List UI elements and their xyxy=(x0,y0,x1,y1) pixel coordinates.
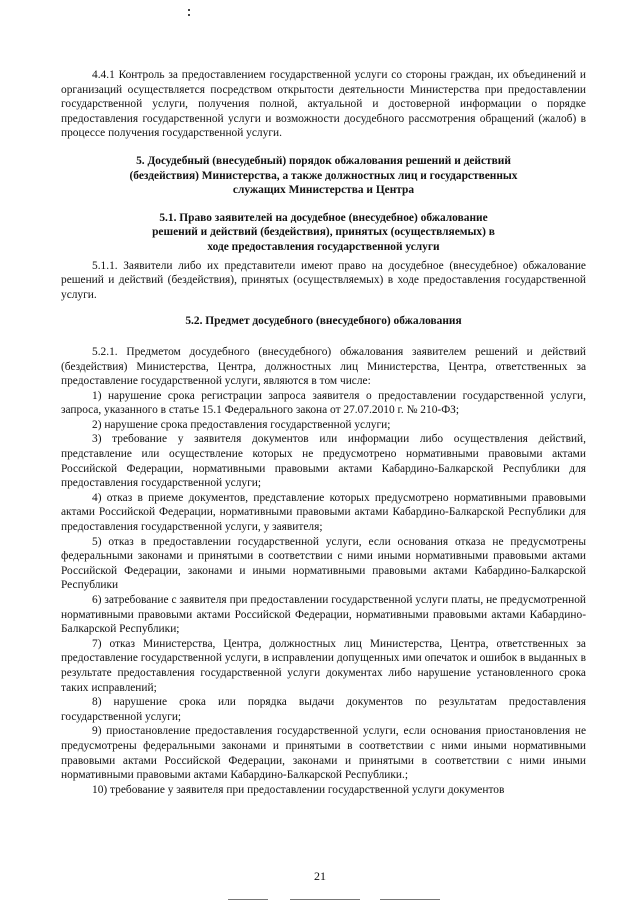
list-item: 3) требование у заявителя документов или информации либо осуществления действий, представление или осуществление которых не предусмотрено нормативными правовыми актами Российской Федерации, нормативными правовыми актами Кабардино-Балкарской Республики для предоставления государственной услуги; xyxy=(61,433,586,490)
scan-artifact-line xyxy=(380,899,440,900)
scan-dot xyxy=(188,14,190,16)
paragraph-5-2-1: 5.2.1. Предметом досудебного (внесудебного) обжалования заявителем решений и действий (бездействия) Министерства, Центра, должностных лиц Министерства, Центра, ответственных за предоставление государственной услуги, являются в том числе: xyxy=(61,345,586,388)
section-5-2-heading: 5.2. Предмет досудебного (внесудебного) обжалования xyxy=(185,315,462,328)
paragraph-4-4-1: 4.4.1 Контроль за предоставлением государственной услуги со стороны граждан, их объединений и организаций осуществляется посредством открытости деятельности Министерства при предоставлении государственной услуги, получения полной, актуальной и достоверной информации о порядке предоставления государственной услуги и возможности досудебного рассмотрения обращений (жалоб) в процессе получения государственной услуги. xyxy=(61,69,586,140)
list-item: 9) приостановление предоставления государственной услуги, если основания приостановления не предусмотрены федеральными законами и принятыми в соответствии с ними иными нормативными правовыми актами Российской Федерации, законами и принятыми в соответствии с ними иными нормативными правовыми актами Кабардино-Балкарской Республики.; xyxy=(61,725,586,782)
document-page xyxy=(61,68,586,797)
list-item: 2) нарушение срока предоставления государственной услуги; xyxy=(92,418,391,431)
list-item: 5) отказ в предоставлении государственной услуги, если основания отказа не предусмотрены федеральными законами и принятыми в соответствии с ними иными нормативными правовыми актами Российской Федерации, законами и иными нормативными правовыми актами Кабардино-Балкарской Республики xyxy=(61,535,586,592)
list-item: 6) затребование с заявителя при предоставлении государственной услуги платы, не предусмотренной нормативными правовыми актами Российской Федерации, нормативными правовыми актами Кабардино-Балкарской Республики; xyxy=(61,594,586,636)
list-item: 1) нарушение срока регистрации запроса заявителя о предоставлении государственной услуги, запроса, указанного в статье 15.1 Федерального закона от 27.07.2010 г. № 210-ФЗ; xyxy=(61,389,586,417)
list-item: 7) отказ Министерства, Центра, должностных лиц Министерства, Центра, ответственных за предоставление государственной услуги, в исправлении допущенных ими опечаток и ошибок в выданных в результате предоставления государственной услуги документах либо нарушение установленного срока таких исправлений; xyxy=(61,637,586,694)
paragraph-5-1-1: 5.1.1. Заявители либо их представители имеют право на досудебное (внесудебное) обжалование решений и действий (бездействия), принятых (осуществляемых) в ходе предоставления государственной услуги. xyxy=(61,259,586,301)
page-number: 21 xyxy=(314,869,326,883)
section-5-1-heading: 5.1. Право заявителей на досудебное (внесудебное) обжалование решений и действий (бездействия), принятых (осуществляемых) в ходе предоставления государственной услуги xyxy=(152,211,495,253)
scan-artifact-line xyxy=(290,899,360,900)
section-5-heading: 5. Досудебный (внесудебный) порядок обжалования решений и действий (бездействия) Министерства, а также должностных лиц и государственных служащих Министерства и Центра xyxy=(129,154,518,197)
list-item: 8) нарушение срока или порядка выдачи документов по результатам предоставления государственной услуги; xyxy=(61,696,586,723)
list-item: 10) требование у заявителя при предоставлении государственной услуги документов xyxy=(92,783,505,796)
scan-dot xyxy=(188,9,190,11)
scan-artifact-line xyxy=(228,899,268,900)
list-item: 4) отказ в приеме документов, представление которых предусмотрено нормативными правовыми актами Российской Федерации, нормативными правовыми актами Кабардино-Балкарской Республики для предоставления государственной услуги, у заявителя; xyxy=(61,491,586,534)
